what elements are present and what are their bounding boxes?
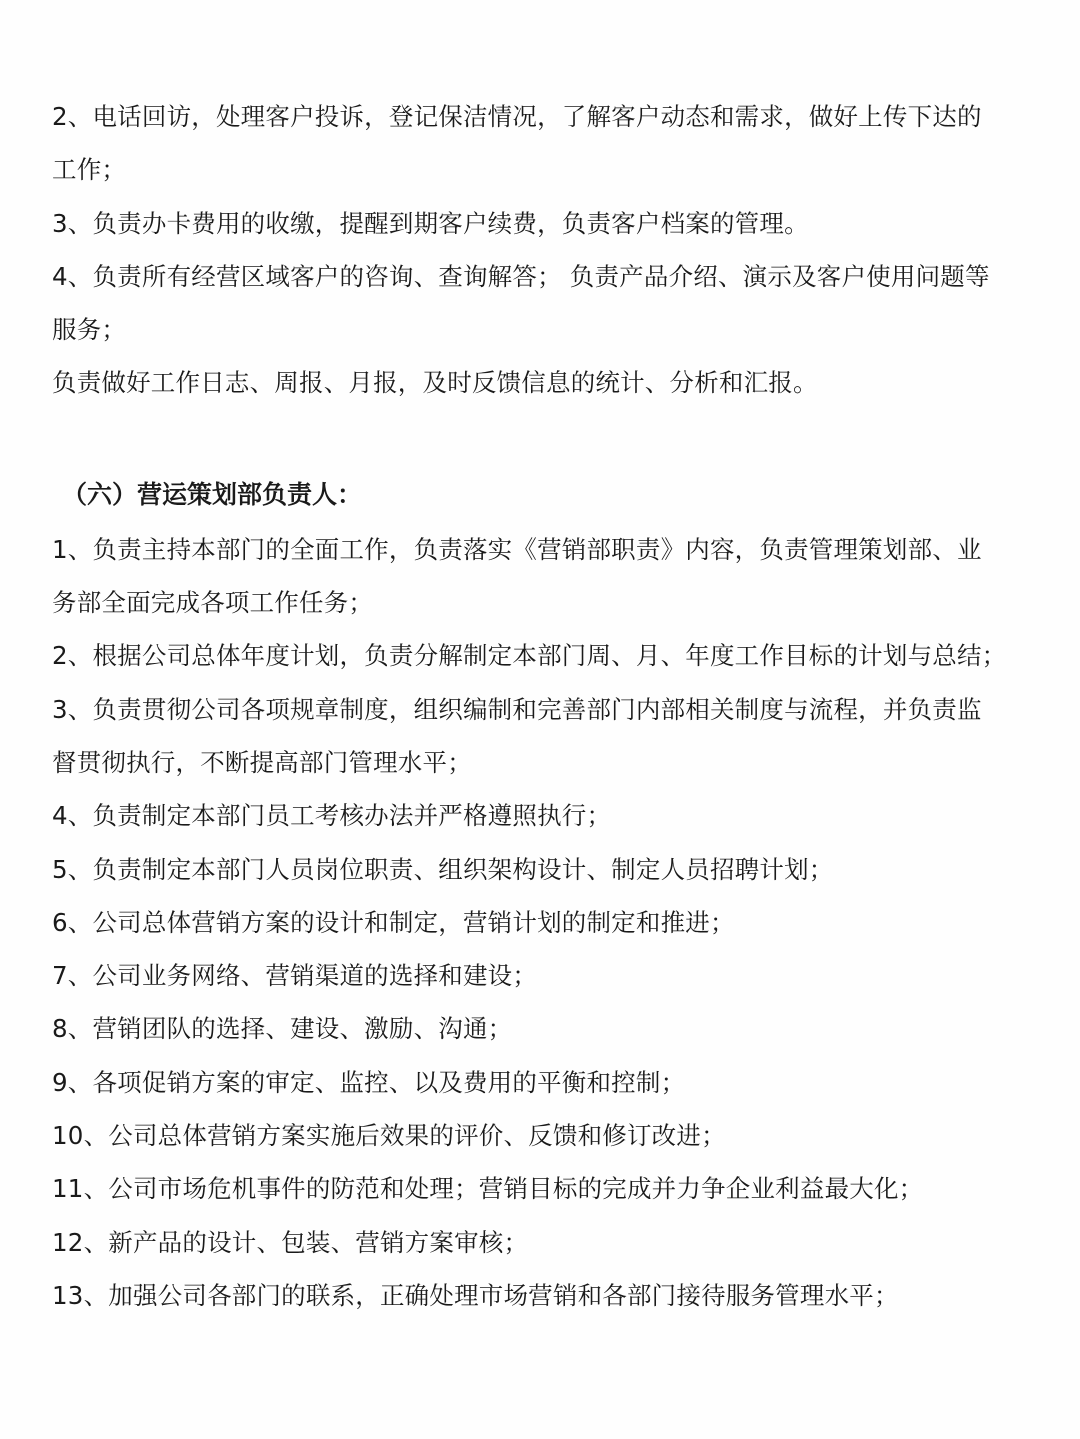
paragraph-line: 7、公司业务网络、营销渠道的选择和建设；	[52, 961, 538, 991]
document-body	[52, 90, 1012, 1322]
paragraph-line: 督贯彻执行，不断提高部门管理水平；	[52, 747, 472, 777]
paragraph-line: 4、负责制定本部门员工考核办法并严格遵照执行；	[52, 801, 612, 831]
paragraph-line: 9、各项促销方案的审定、监控、以及费用的平衡和控制；	[52, 1067, 686, 1097]
paragraph-line: 13、加强公司各部门的联系，正确处理市场营销和各部门接待服务管理水平；	[52, 1280, 899, 1310]
paragraph-line: 10、公司总体营销方案实施后效果的评价、反馈和修订改进；	[52, 1121, 726, 1151]
paragraph-line: 5、负责制定本部门人员岗位职责、组织架构设计、制定人员招聘计划；	[52, 854, 834, 884]
paragraph-line: 工作；	[52, 155, 127, 185]
paragraph-line: 8、营销团队的选择、建设、激励、沟通；	[52, 1014, 513, 1044]
paragraph-line: 1、负责主持本部门的全面工作，负责落实《营销部职责》内容，负责管理策划部、业	[52, 534, 982, 564]
previous-section	[52, 90, 1012, 410]
paragraph-line: 负责做好工作日志、周报、月报，及时反馈信息的统计、分析和汇报。	[52, 368, 818, 398]
paragraph-line: 4、负责所有经营区域客户的咨询、查询解答； 负责产品介绍、演示及客户使用问题等	[52, 261, 990, 291]
paragraph-line: 2、根据公司总体年度计划，负责分解制定本部门周、月、年度工作目标的计划与总结；	[52, 641, 1007, 671]
paragraph-line: 务部全面完成各项工作任务；	[52, 588, 374, 618]
paragraph-line: 服务；	[52, 315, 127, 345]
section-heading: （六）营运策划部负责人：	[62, 479, 363, 509]
paragraph-line: 12、新产品的设计、包装、营销方案审核；	[52, 1227, 529, 1257]
paragraph-line: 3、负责办卡费用的收缴，提醒到期客户续费，负责客户档案的管理。	[52, 208, 809, 238]
section-spacer	[52, 410, 1012, 467]
paragraph-line: 6、公司总体营销方案的设计和制定，营销计划的制定和推进；	[52, 907, 735, 937]
paragraph-line: 3、负责贯彻公司各项规章制度，组织编制和完善部门内部相关制度与流程，并负责监	[52, 694, 982, 724]
paragraph-line: 2、电话回访，处理客户投诉，登记保洁情况，了解客户动态和需求，做好上传下达的	[52, 102, 982, 131]
section-six	[52, 467, 1012, 1322]
paragraph-line: 11、公司市场危机事件的防范和处理；营销目标的完成并力争企业利益最大化；	[52, 1174, 924, 1204]
